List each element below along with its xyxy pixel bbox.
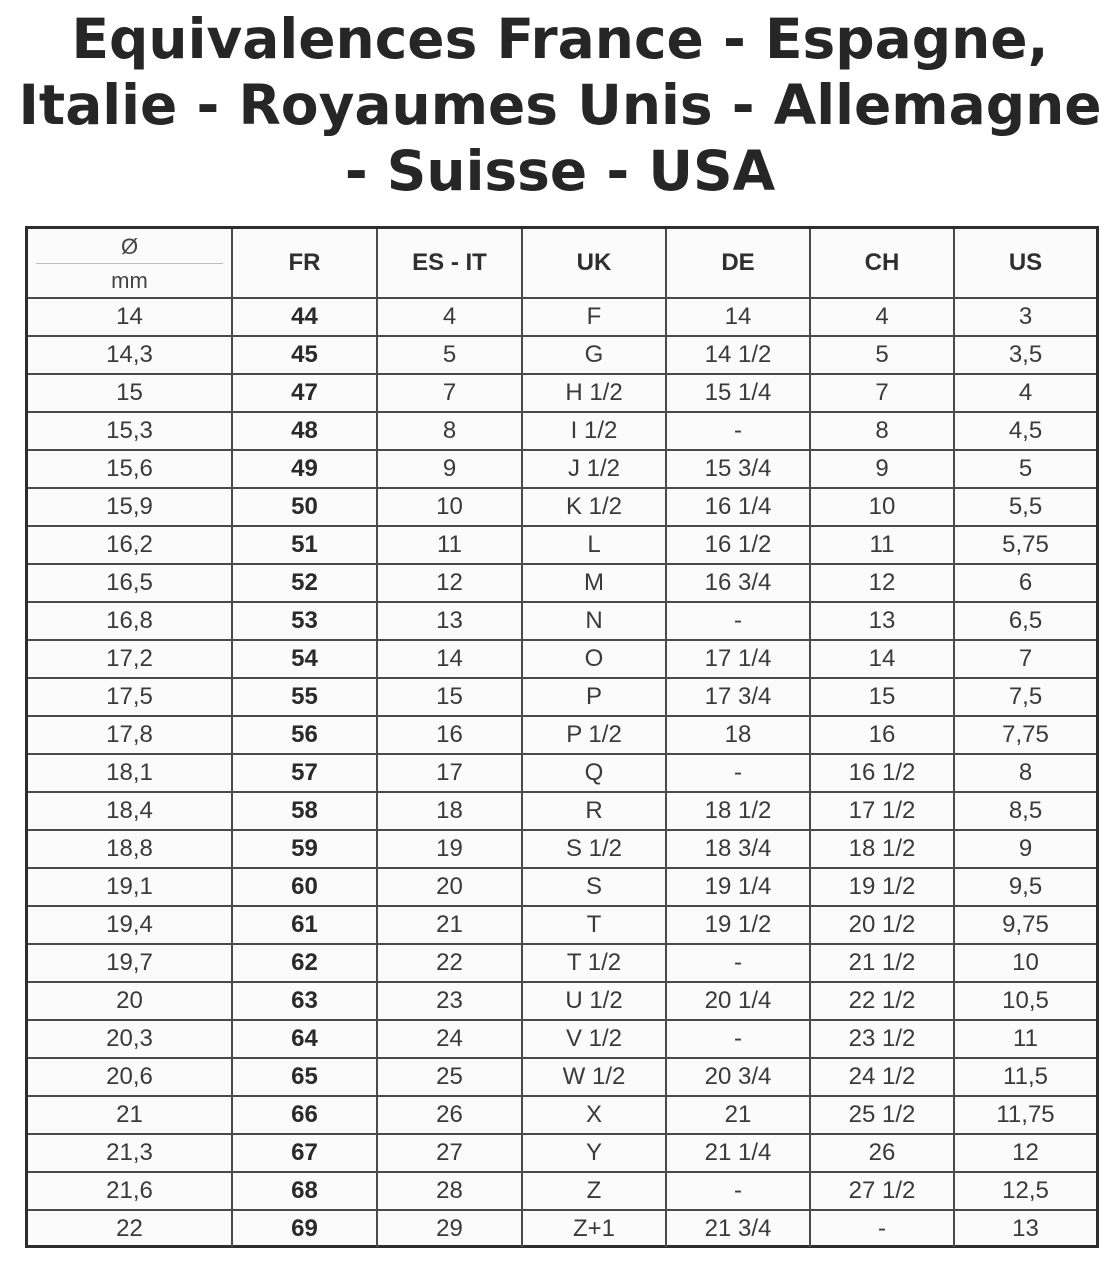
cell-fr: 64: [232, 1020, 377, 1058]
cell-de: 20 3/4: [666, 1058, 810, 1096]
cell-ch: 18 1/2: [810, 830, 954, 868]
cell-de: 21 1/4: [666, 1134, 810, 1172]
cell-us: 4,5: [954, 412, 1096, 450]
cell-us: 6,5: [954, 602, 1096, 640]
table-row: [28, 906, 1096, 944]
cell-ch: 5: [810, 336, 954, 374]
cell-es-it: 24: [377, 1020, 522, 1058]
cell-es-it: 26: [377, 1096, 522, 1134]
cell-uk: K 1/2: [522, 488, 666, 526]
cell-ch: 26: [810, 1134, 954, 1172]
cell-ch: 16: [810, 716, 954, 754]
cell-fr: 69: [232, 1210, 377, 1247]
cell-fr: 44: [232, 298, 377, 336]
cell-fr: 50: [232, 488, 377, 526]
cell-es-it: 14: [377, 640, 522, 678]
cell-fr: 45: [232, 336, 377, 374]
cell-es-it: 22: [377, 944, 522, 982]
cell-mm: 15,6: [28, 450, 232, 488]
cell-us: 11,75: [954, 1096, 1096, 1134]
cell-fr: 63: [232, 982, 377, 1020]
cell-fr: 48: [232, 412, 377, 450]
cell-de: 21: [666, 1096, 810, 1134]
cell-mm: 16,5: [28, 564, 232, 602]
cell-fr: 68: [232, 1172, 377, 1210]
cell-fr: 53: [232, 602, 377, 640]
cell-fr: 58: [232, 792, 377, 830]
cell-us: 7: [954, 640, 1096, 678]
cell-uk: R: [522, 792, 666, 830]
cell-fr: 59: [232, 830, 377, 868]
cell-es-it: 21: [377, 906, 522, 944]
cell-ch: 20 1/2: [810, 906, 954, 944]
cell-mm: 17,2: [28, 640, 232, 678]
cell-uk: L: [522, 526, 666, 564]
cell-ch: -: [810, 1210, 954, 1247]
cell-fr: 54: [232, 640, 377, 678]
column-header-us: US: [954, 229, 1096, 298]
cell-ch: 13: [810, 602, 954, 640]
cell-us: 6: [954, 564, 1096, 602]
column-header-mm: [28, 229, 232, 298]
cell-ch: 17 1/2: [810, 792, 954, 830]
cell-de: 21 3/4: [666, 1210, 810, 1247]
cell-mm: 17,5: [28, 678, 232, 716]
cell-es-it: 18: [377, 792, 522, 830]
column-header-ch: CH: [810, 229, 954, 298]
table-row: [28, 716, 1096, 754]
cell-mm: 21: [28, 1096, 232, 1134]
column-header-fr: FR: [232, 229, 377, 298]
cell-de: 17 1/4: [666, 640, 810, 678]
cell-us: 8,5: [954, 792, 1096, 830]
cell-fr: 62: [232, 944, 377, 982]
diameter-unit: mm: [111, 267, 148, 293]
cell-uk: T: [522, 906, 666, 944]
cell-es-it: 27: [377, 1134, 522, 1172]
cell-us: 12: [954, 1134, 1096, 1172]
title-line-1: Equivalences France - Espagne,: [71, 7, 1049, 71]
cell-es-it: 11: [377, 526, 522, 564]
cell-de: 15 1/4: [666, 374, 810, 412]
cell-de: -: [666, 944, 810, 982]
cell-us: 13: [954, 1210, 1096, 1247]
cell-mm: 20: [28, 982, 232, 1020]
cell-ch: 27 1/2: [810, 1172, 954, 1210]
cell-mm: 18,8: [28, 830, 232, 868]
cell-es-it: 12: [377, 564, 522, 602]
cell-fr: 57: [232, 754, 377, 792]
cell-de: 14 1/2: [666, 336, 810, 374]
cell-de: 16 3/4: [666, 564, 810, 602]
cell-fr: 51: [232, 526, 377, 564]
cell-us: 5,5: [954, 488, 1096, 526]
cell-uk: J 1/2: [522, 450, 666, 488]
table-row: [28, 374, 1096, 412]
cell-fr: 67: [232, 1134, 377, 1172]
cell-mm: 21,6: [28, 1172, 232, 1210]
cell-de: 14: [666, 298, 810, 336]
cell-uk: U 1/2: [522, 982, 666, 1020]
cell-es-it: 8: [377, 412, 522, 450]
cell-mm: 18,4: [28, 792, 232, 830]
cell-ch: 12: [810, 564, 954, 602]
cell-de: 19 1/2: [666, 906, 810, 944]
cell-uk: P 1/2: [522, 716, 666, 754]
cell-us: 5: [954, 450, 1096, 488]
cell-uk: I 1/2: [522, 412, 666, 450]
column-header-uk: UK: [522, 229, 666, 298]
cell-de: -: [666, 754, 810, 792]
cell-es-it: 19: [377, 830, 522, 868]
table-row: [28, 298, 1096, 336]
cell-fr: 55: [232, 678, 377, 716]
cell-es-it: 16: [377, 716, 522, 754]
cell-uk: V 1/2: [522, 1020, 666, 1058]
cell-es-it: 29: [377, 1210, 522, 1247]
table-row: [28, 1172, 1096, 1210]
cell-mm: 18,1: [28, 754, 232, 792]
cell-ch: 10: [810, 488, 954, 526]
cell-de: 16 1/2: [666, 526, 810, 564]
column-header-es-it: ES - IT: [377, 229, 522, 298]
cell-uk: O: [522, 640, 666, 678]
cell-us: 4: [954, 374, 1096, 412]
cell-mm: 20,6: [28, 1058, 232, 1096]
cell-us: 10,5: [954, 982, 1096, 1020]
cell-uk: N: [522, 602, 666, 640]
table-row: [28, 488, 1096, 526]
cell-uk: G: [522, 336, 666, 374]
cell-es-it: 13: [377, 602, 522, 640]
table-row: [28, 944, 1096, 982]
table-row: [28, 526, 1096, 564]
cell-mm: 15: [28, 374, 232, 412]
ring-size-table-frame: [25, 226, 1099, 1248]
cell-uk: Z: [522, 1172, 666, 1210]
cell-us: 9,75: [954, 906, 1096, 944]
cell-uk: S: [522, 868, 666, 906]
table-row: [28, 640, 1096, 678]
cell-us: 11,5: [954, 1058, 1096, 1096]
cell-fr: 47: [232, 374, 377, 412]
ring-size-table: [28, 229, 1096, 1247]
cell-de: -: [666, 412, 810, 450]
cell-uk: P: [522, 678, 666, 716]
cell-us: 7,75: [954, 716, 1096, 754]
table-row: [28, 336, 1096, 374]
cell-de: 18 3/4: [666, 830, 810, 868]
cell-es-it: 5: [377, 336, 522, 374]
cell-us: 9: [954, 830, 1096, 868]
cell-us: 3,5: [954, 336, 1096, 374]
column-header-de: DE: [666, 229, 810, 298]
cell-de: 18: [666, 716, 810, 754]
cell-uk: H 1/2: [522, 374, 666, 412]
cell-uk: Y: [522, 1134, 666, 1172]
title-line-3: - Suisse - USA: [344, 139, 776, 203]
cell-de: 15 3/4: [666, 450, 810, 488]
cell-uk: S 1/2: [522, 830, 666, 868]
table-row: [28, 1020, 1096, 1058]
cell-de: -: [666, 1172, 810, 1210]
table-row: [28, 564, 1096, 602]
cell-uk: X: [522, 1096, 666, 1134]
cell-fr: 49: [232, 450, 377, 488]
cell-de: 20 1/4: [666, 982, 810, 1020]
table-body: [28, 298, 1096, 1247]
cell-ch: 15: [810, 678, 954, 716]
table-row: [28, 754, 1096, 792]
cell-es-it: 17: [377, 754, 522, 792]
table-row: [28, 1134, 1096, 1172]
cell-mm: 19,1: [28, 868, 232, 906]
cell-mm: 17,8: [28, 716, 232, 754]
cell-uk: F: [522, 298, 666, 336]
table-row: [28, 792, 1096, 830]
cell-us: 7,5: [954, 678, 1096, 716]
cell-ch: 25 1/2: [810, 1096, 954, 1134]
cell-de: 16 1/4: [666, 488, 810, 526]
cell-de: -: [666, 1020, 810, 1058]
cell-us: 5,75: [954, 526, 1096, 564]
cell-mm: 20,3: [28, 1020, 232, 1058]
cell-us: 11: [954, 1020, 1096, 1058]
cell-ch: 19 1/2: [810, 868, 954, 906]
cell-ch: 11: [810, 526, 954, 564]
cell-mm: 14,3: [28, 336, 232, 374]
cell-fr: 60: [232, 868, 377, 906]
cell-es-it: 9: [377, 450, 522, 488]
cell-uk: M: [522, 564, 666, 602]
cell-es-it: 20: [377, 868, 522, 906]
page-title: [0, 6, 1120, 204]
table-row: [28, 602, 1096, 640]
table-row: [28, 450, 1096, 488]
cell-uk: Z+1: [522, 1210, 666, 1247]
cell-ch: 8: [810, 412, 954, 450]
cell-us: 3: [954, 298, 1096, 336]
cell-uk: W 1/2: [522, 1058, 666, 1096]
cell-mm: 19,4: [28, 906, 232, 944]
cell-es-it: 4: [377, 298, 522, 336]
cell-de: 19 1/4: [666, 868, 810, 906]
cell-es-it: 10: [377, 488, 522, 526]
cell-mm: 14: [28, 298, 232, 336]
cell-ch: 14: [810, 640, 954, 678]
cell-mm: 16,8: [28, 602, 232, 640]
table-row: [28, 1058, 1096, 1096]
cell-mm: 15,3: [28, 412, 232, 450]
cell-es-it: 25: [377, 1058, 522, 1096]
cell-mm: 22: [28, 1210, 232, 1247]
cell-fr: 66: [232, 1096, 377, 1134]
cell-us: 9,5: [954, 868, 1096, 906]
table-row: [28, 1210, 1096, 1247]
cell-mm: 19,7: [28, 944, 232, 982]
cell-mm: 15,9: [28, 488, 232, 526]
table-row: [28, 868, 1096, 906]
cell-fr: 65: [232, 1058, 377, 1096]
table-header-row: [28, 229, 1096, 298]
cell-ch: 24 1/2: [810, 1058, 954, 1096]
cell-ch: 9: [810, 450, 954, 488]
cell-de: 17 3/4: [666, 678, 810, 716]
cell-fr: 56: [232, 716, 377, 754]
cell-uk: Q: [522, 754, 666, 792]
cell-mm: 21,3: [28, 1134, 232, 1172]
header-divider: [36, 263, 223, 264]
cell-ch: 4: [810, 298, 954, 336]
cell-uk: T 1/2: [522, 944, 666, 982]
cell-ch: 22 1/2: [810, 982, 954, 1020]
cell-es-it: 7: [377, 374, 522, 412]
table-row: [28, 1096, 1096, 1134]
title-line-2: Italie - Royaumes Unis - Allemagne: [18, 73, 1102, 137]
table-row: [28, 830, 1096, 868]
cell-us: 12,5: [954, 1172, 1096, 1210]
cell-ch: 21 1/2: [810, 944, 954, 982]
cell-fr: 52: [232, 564, 377, 602]
table-row: [28, 678, 1096, 716]
cell-ch: 23 1/2: [810, 1020, 954, 1058]
cell-es-it: 15: [377, 678, 522, 716]
cell-de: -: [666, 602, 810, 640]
cell-es-it: 28: [377, 1172, 522, 1210]
cell-ch: 16 1/2: [810, 754, 954, 792]
cell-de: 18 1/2: [666, 792, 810, 830]
cell-es-it: 23: [377, 982, 522, 1020]
cell-mm: 16,2: [28, 526, 232, 564]
cell-us: 8: [954, 754, 1096, 792]
cell-fr: 61: [232, 906, 377, 944]
table-row: [28, 412, 1096, 450]
diameter-symbol: Ø: [120, 233, 139, 259]
cell-ch: 7: [810, 374, 954, 412]
cell-us: 10: [954, 944, 1096, 982]
table-row: [28, 982, 1096, 1020]
